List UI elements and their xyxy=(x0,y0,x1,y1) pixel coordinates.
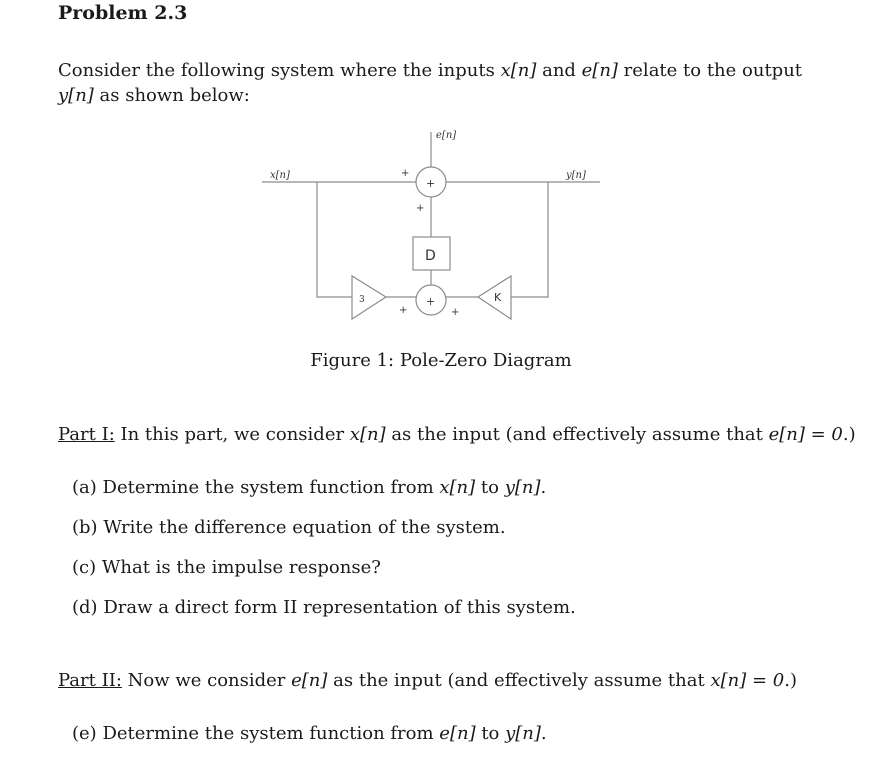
part-2-e: e[n] xyxy=(291,670,328,691)
part-2-text-3: .) xyxy=(784,670,797,691)
part-1-eq: e[n] = 0 xyxy=(768,424,843,445)
item-d xyxy=(72,597,576,618)
item-b-tag: (b) xyxy=(72,517,98,538)
item-d-tag: (d) xyxy=(72,597,98,618)
plus-gainK-input: + xyxy=(451,307,460,318)
item-d-text: Draw a direct form II representation of this system. xyxy=(103,597,576,618)
plus-delay-input: + xyxy=(416,203,425,214)
intro-x-signal: x[n] xyxy=(500,60,537,81)
part-2-eq: x[n] = 0 xyxy=(710,670,785,691)
item-a-v2: y[n] xyxy=(504,477,541,498)
wire-left-loop xyxy=(317,182,352,297)
part-2-intro xyxy=(58,670,797,691)
item-c-tag: (c) xyxy=(72,557,97,578)
adder-bottom-symbol: + xyxy=(426,295,436,308)
gain-3-triangle xyxy=(352,276,386,319)
item-c xyxy=(72,557,381,578)
item-c-text: What is the impulse response? xyxy=(101,557,381,578)
gain-3-label: 3 xyxy=(359,295,365,305)
intro-e-signal: e[n] xyxy=(581,60,618,81)
part-2-text-1: Now we consider xyxy=(121,670,292,691)
delay-label: D xyxy=(425,248,436,264)
block-diagram xyxy=(0,0,882,345)
item-e-tag: (e) xyxy=(72,723,97,744)
item-e-end: . xyxy=(540,723,547,744)
part-1-text-2: as the input (and effectively assume that xyxy=(385,424,769,445)
adder-top-symbol: + xyxy=(426,177,436,190)
intro-y-signal: y[n] xyxy=(58,85,94,106)
item-a-end: . xyxy=(540,477,547,498)
wire-right-loop xyxy=(510,182,548,297)
part-1-intro xyxy=(58,424,856,445)
gain-K-label: K xyxy=(494,291,502,304)
item-e xyxy=(72,723,547,744)
part-2-text-2: as the input (and effectively assume that xyxy=(327,670,711,691)
item-e-text: Determine the system function from xyxy=(102,723,440,744)
intro-text-2: and xyxy=(536,60,582,81)
item-a-tag: (a) xyxy=(72,477,97,498)
item-e-to: to xyxy=(475,723,506,744)
label-x: x[n] xyxy=(270,170,290,181)
part-2-label: Part II: xyxy=(58,670,122,691)
item-a-to: to xyxy=(475,477,505,498)
label-y: y[n] xyxy=(566,170,586,181)
item-b xyxy=(72,517,506,538)
plus-x-input: + xyxy=(401,168,410,179)
item-a xyxy=(72,477,546,498)
intro-text-1: Consider the following system where the inputs xyxy=(58,60,501,81)
item-b-text: Write the difference equation of the system. xyxy=(103,517,506,538)
part-1-text-3: .) xyxy=(842,424,856,445)
label-e: e[n] xyxy=(436,130,457,141)
part-1-text-1: In this part, we consider xyxy=(114,424,350,445)
problem-title: Problem 2.3 xyxy=(58,2,188,24)
item-a-v1: x[n] xyxy=(439,477,476,498)
part-1-x: x[n] xyxy=(349,424,386,445)
item-e-v1: e[n] xyxy=(439,723,476,744)
item-e-v2: y[n] xyxy=(505,723,541,744)
item-a-text: Determine the system function from xyxy=(102,477,440,498)
intro-text-3: relate to the output xyxy=(617,60,803,81)
figure-caption: Figure 1: Pole-Zero Diagram xyxy=(310,350,572,371)
intro-text-4: as shown below: xyxy=(93,85,250,106)
part-1-label: Part I: xyxy=(58,424,115,445)
plus-gain3-input: + xyxy=(399,305,408,316)
